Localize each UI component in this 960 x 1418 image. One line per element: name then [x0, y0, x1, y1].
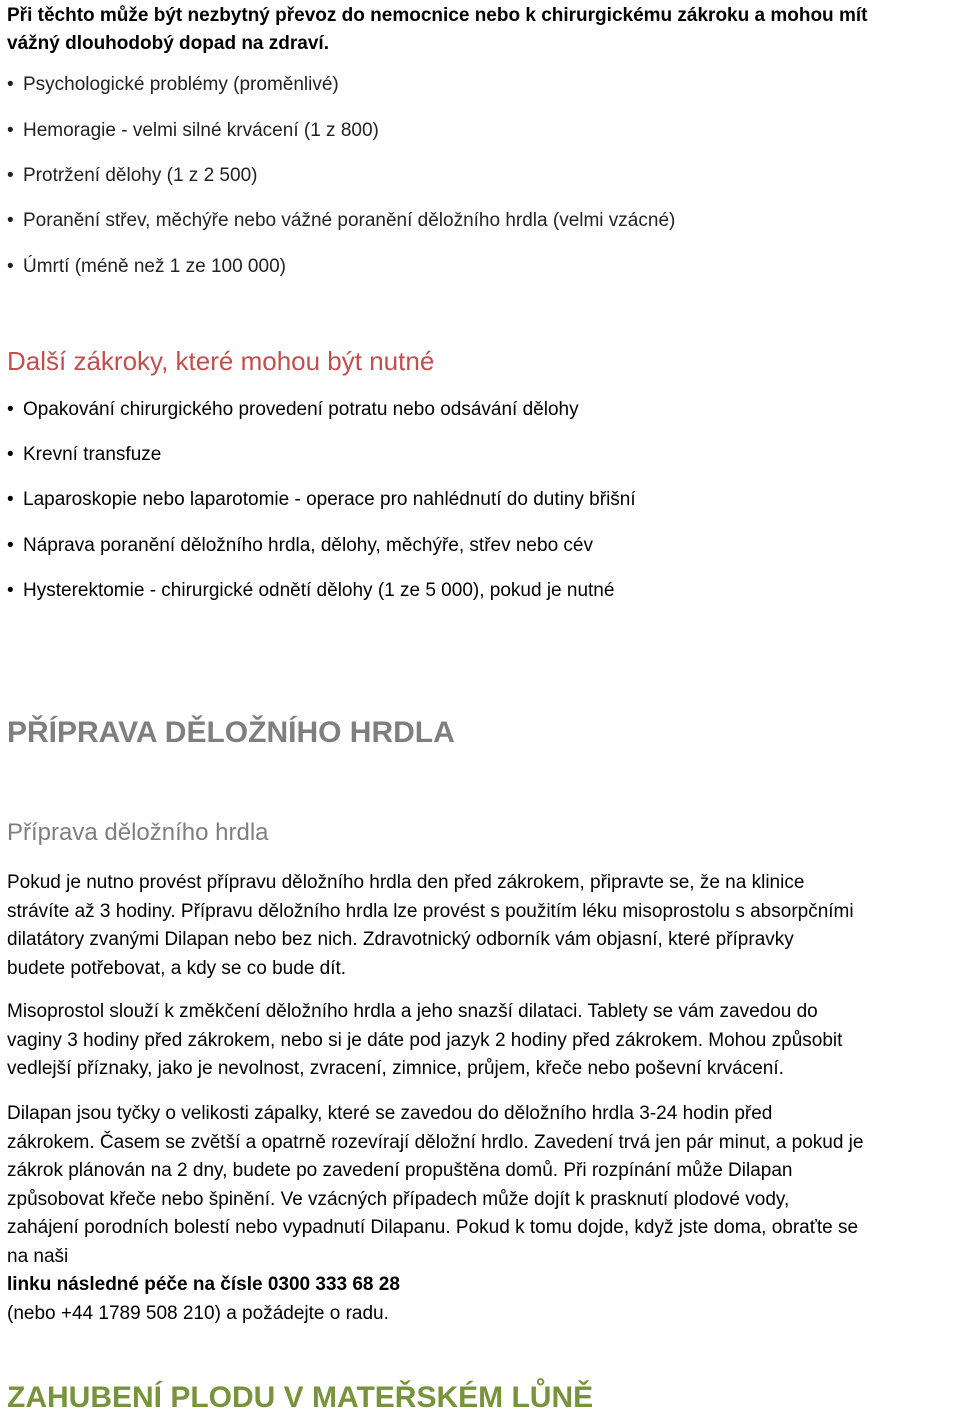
list-item — [7, 534, 593, 558]
paragraph-line-last — [7, 1243, 863, 1329]
list-item-text: Protržení dělohy (1 z 2 500) — [23, 165, 258, 186]
paragraph-line: budete potřebovat, a kdy se co bude dít. — [7, 957, 347, 979]
helpline-text: linku následné péče na čísle 0300 333 68 28 — [7, 1274, 400, 1295]
paragraph-line: Misoprostol slouží k změkčení děložního hrdla a jeho snazší dilataci. Tablety se vám zavedou do — [7, 1001, 818, 1022]
paragraph-line: zákrok plánován na 2 dny, budete po zavedení propuštěna domů. Při rozpínání může Dilapan — [7, 1160, 793, 1181]
text-run: na naši — [7, 1245, 69, 1267]
list-item-text: Hemoragie - velmi silné krvácení (1 z 800) — [23, 120, 379, 141]
bullet-icon: • — [7, 120, 14, 141]
procedures-heading: Další zákroky, které mohou být nutné — [7, 346, 435, 376]
paragraph-line: zákrokem. Časem se zvětší a opatrně rozevírají děložní hrdlo. Zavedení trvá jen pár minut, a pokud je — [7, 1131, 864, 1153]
list-item — [7, 164, 257, 188]
list-item-text: Náprava poranění děložního hrdla, dělohy, měchýře, střev nebo cév — [23, 535, 593, 556]
paragraph-line: vaginy 3 hodiny před zákrokem, nebo si je dáte pod jazyk 2 hodiny před zákrokem. Mohou způsobit — [7, 1029, 843, 1051]
bullet-icon: • — [7, 399, 14, 420]
bullet-icon: • — [7, 210, 14, 231]
list-item — [7, 443, 161, 467]
list-item — [7, 209, 675, 233]
list-item-text: Psychologické problémy (proměnlivé) — [23, 74, 339, 95]
intro-line: Při těchto může být nezbytný převoz do nemocnice nebo k chirurgickému zákroku a mohou mít — [7, 5, 868, 26]
paragraph-line: Pokud je nutno provést přípravu děložního hrdla den před zákrokem, připravte se, že na klinice — [7, 872, 805, 893]
list-item — [7, 119, 379, 143]
list-item-text: Krevní transfuze — [23, 444, 162, 465]
bullet-icon: • — [7, 535, 14, 556]
sub-heading: Příprava děložního hrdla — [7, 819, 269, 846]
list-item — [7, 73, 339, 97]
intro-text — [7, 2, 867, 58]
paragraph — [7, 869, 854, 983]
bullet-icon: • — [7, 489, 14, 510]
list-item — [7, 579, 614, 603]
text-run: (nebo +44 1789 508 210) a požádejte o radu. — [7, 1302, 389, 1324]
bullet-icon: • — [7, 74, 14, 95]
list-item-text: Poranění střev, měchýře nebo vážné poranění děložního hrdla (velmi vzácné) — [23, 210, 676, 231]
list-item-text: Úmrtí (méně než 1 ze 100 000) — [23, 256, 286, 277]
list-item — [7, 488, 636, 512]
paragraph-line: způsobovat křeče nebo špinění. Ve vzácných případech může dojít k prasknutí plodové vody, — [7, 1188, 790, 1210]
list-item-text: Hysterektomie - chirurgické odnětí dělohy (1 ze 5 000), pokud je nutné — [23, 580, 615, 601]
list-item-text: Laparoskopie nebo laparotomie - operace pro nahlédnutí do dutiny břišní — [23, 489, 636, 510]
paragraph — [7, 998, 842, 1084]
paragraph — [7, 1100, 863, 1328]
paragraph-line: Dilapan jsou tyčky o velikosti zápalky, které se zavedou do děložního hrdla 3-24 hodin před — [7, 1103, 773, 1124]
bullet-icon: • — [7, 256, 14, 277]
list-item — [7, 255, 286, 279]
list-item — [7, 398, 579, 422]
paragraph-line: dilatátory zvanými Dilapan nebo bez nich. Zdravotnický odborník vám objasní, které přípravky — [7, 929, 794, 950]
intro-line: vážný dlouhodobý dopad na zdraví. — [7, 33, 329, 54]
list-item-text: Opakování chirurgického provedení potratu nebo odsávání dělohy — [23, 399, 579, 420]
paragraph-line: strávíte až 3 hodiny. Přípravu děložního hrdla lze provést s použitím léku misoprostolu s absorpčními — [7, 900, 854, 922]
bullet-icon: • — [7, 165, 14, 186]
section-heading: PŘÍPRAVA DĚLOŽNÍHO HRDLA — [7, 716, 455, 749]
paragraph-line: zahájení porodních bolestí nebo vypadnutí Dilapanu. Pokud k tomu dojde, když jste doma, obraťte se — [7, 1217, 859, 1238]
paragraph-line: vedlejší příznaky, jako je nevolnost, zvracení, zimnice, průjem, křeče nebo poševní krvácení. — [7, 1058, 784, 1079]
bullet-icon: • — [7, 580, 14, 601]
next-section-heading: ZAHUBENÍ PLODU V MATEŘSKÉM LŮNĚ — [7, 1381, 594, 1414]
bullet-icon: • — [7, 444, 14, 465]
